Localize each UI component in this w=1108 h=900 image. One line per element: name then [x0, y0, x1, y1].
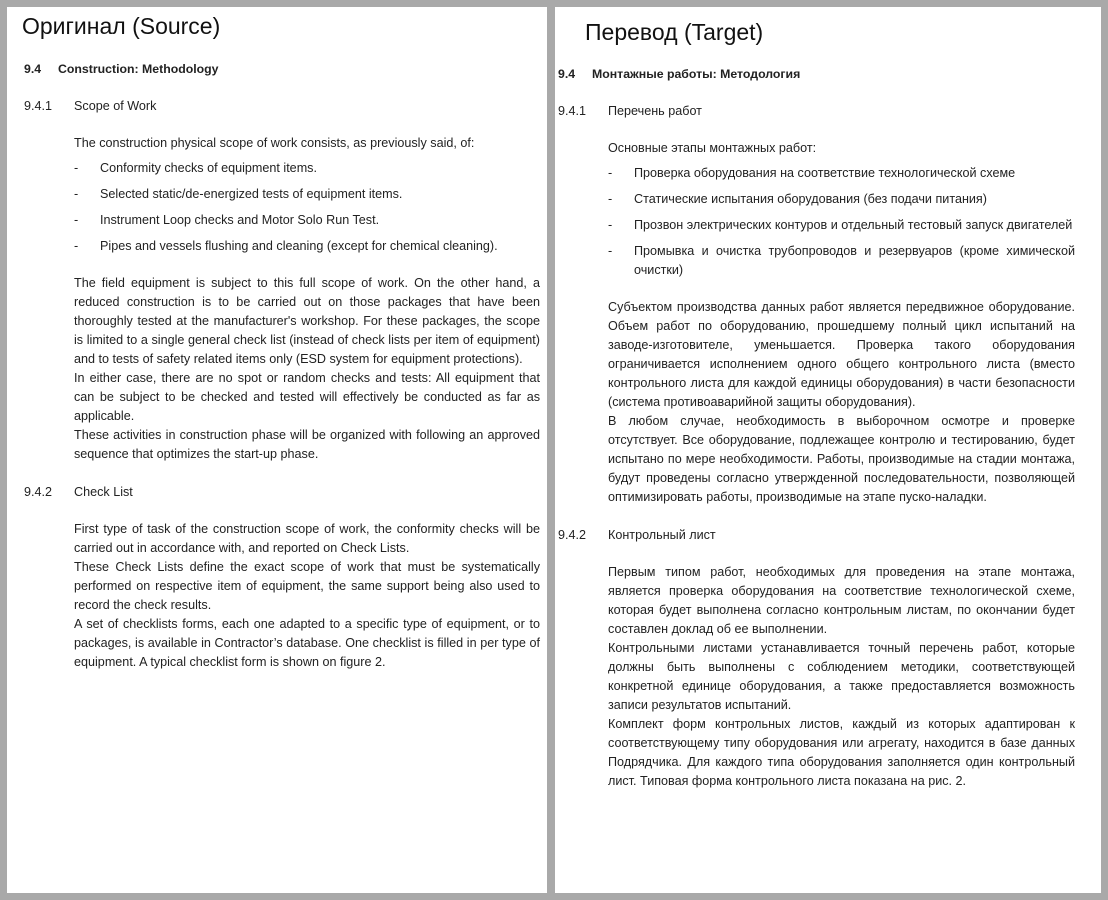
subsection-number: 9.4.1 [558, 104, 587, 118]
section-heading [558, 65, 1075, 84]
subsection-heading-scope [558, 102, 1075, 121]
subsection-body [74, 520, 540, 672]
subsection-heading-checklist [558, 526, 1075, 545]
source-pane-title: Оригинал (Source) [22, 13, 221, 39]
list-item: - Conformity checks of equipment items. [74, 161, 317, 175]
subsection-number: 9.4.2 [558, 528, 587, 542]
subsection-body [608, 563, 1075, 791]
section-number: 9.4 [558, 67, 576, 81]
target-pane [555, 7, 1101, 893]
subsection-number: 9.4.1 [24, 99, 53, 113]
section-number: 9.4 [24, 62, 42, 76]
subsection-heading-checklist [24, 483, 540, 502]
list-item: - Instrument Loop checks and Motor Solo Run Test. [74, 213, 380, 227]
paragraph: Субъектом производства данных работ является передвижное оборудование. Объем работ по оборудованию, прошедшему полный цикл испытаний на заводе-изготовителе, уменьшается. Проверка такого оборудования ограничивается исполнением одного общего контрольного листа (вместо контрольного листа для каждой единицы оборудования) в части безопасности (система противоаварийной защиты оборудования). [608, 300, 1075, 409]
paragraph: В любом случае, необходимость в выборочном осмотре и проверке отсутствует. Все оборудование, подлежащее контролю и тестированию, будет испытано по мере необходимости. Работы, производимые на стадии монтажа, будут проведены согласно утвержденной последовательности, позволяющей оптимизировать работы, производимые на этапе пуско-наладки. [608, 414, 1075, 504]
paragraph: First type of task of the construction scope of work, the conformity checks will be carried out in accordance with, and reported on Check Lists. [74, 522, 540, 555]
intro-paragraph: The construction physical scope of work consists, as previously said, of: [74, 136, 475, 150]
section-title: Construction: Methodology [58, 62, 219, 76]
paragraph: These Check Lists define the exact scope of work that must be systematically performed on respective item of equipment, the same support being also used to record the check results. [74, 560, 540, 612]
section-heading [24, 60, 540, 79]
scope-list [608, 164, 1075, 280]
list-item: - Промывка и очистка трубопроводов и резервуаров (кроме химической очистки) [608, 244, 1075, 277]
paragraph: The field equipment is subject to this full scope of work. On the other hand, a reduced construction is to be carried out on those packages that have been thoroughly tested at the manufacturer's workshop. For these packages, the scope is limited to a single general check list (instead of check lists per item of equipment) and to tests of safety related items only (ESD system for equipment protections). [74, 276, 540, 366]
source-pane [7, 7, 547, 893]
paragraph: Первым типом работ, необходимых для проведения на этапе монтажа, является проверка оборудования на соответствие технологической схеме, которая будет выполнена согласно контрольным листам, по окончании будет составлен доклад об ее выполнении. [608, 565, 1075, 636]
subsection-heading-scope [24, 97, 540, 116]
target-pane-title: Перевод (Target) [585, 19, 764, 45]
list-item: - Проверка оборудования на соответствие технологической схеме [608, 166, 1016, 180]
section-title: Монтажные работы: Методология [592, 67, 801, 81]
list-item: - Selected static/de-energized tests of equipment items. [74, 187, 403, 201]
subsection-title: Check List [74, 485, 133, 499]
paragraph: Контрольными листами устанавливается точный перечень работ, которые должны быть выполнены с соблюдением методики, соответствующей конкретной единице оборудования, а также предоставляется возможность записи результатов испытаний. [608, 641, 1075, 712]
subsection-title: Контрольный лист [608, 528, 716, 542]
subsection-title: Перечень работ [608, 104, 702, 118]
subsection-body [74, 134, 540, 464]
paragraph: A set of checklists forms, each one adapted to a specific type of equipment, or to packages, is available in Contractor’s database. One checklist is filled in per type of equipment. A typical checklist form is shown on figure 2. [74, 617, 540, 669]
paragraph: In either case, there are no spot or random checks and tests: All equipment that can be subject to be checked and tested will effectively be conducted as far as applicable. [74, 371, 540, 423]
source-content [24, 60, 540, 672]
list-item: - Pipes and vessels flushing and cleaning (except for chemical cleaning). [74, 239, 498, 253]
target-content [558, 65, 1075, 791]
list-item: - Прозвон электрических контуров и отдельный тестовый запуск двигателей [608, 218, 1073, 232]
list-item: - Статические испытания оборудования (без подачи питания) [608, 192, 987, 206]
paragraph: Комплект форм контрольных листов, каждый из которых адаптирован к соответствующему типу оборудования или агрегату, находится в базе данных Подрядчика. Для каждого типа оборудования заполняется один контрольный лист. Типовая форма контрольного листа показана на рис. 2. [608, 717, 1075, 788]
subsection-title: Scope of Work [74, 99, 157, 113]
scope-list [74, 159, 540, 256]
subsection-body [608, 139, 1075, 507]
intro-paragraph: Основные этапы монтажных работ: [608, 141, 817, 155]
paragraph: These activities in construction phase will be organized with following an approved sequence that optimizes the start-up phase. [74, 428, 540, 461]
subsection-number: 9.4.2 [24, 485, 53, 499]
